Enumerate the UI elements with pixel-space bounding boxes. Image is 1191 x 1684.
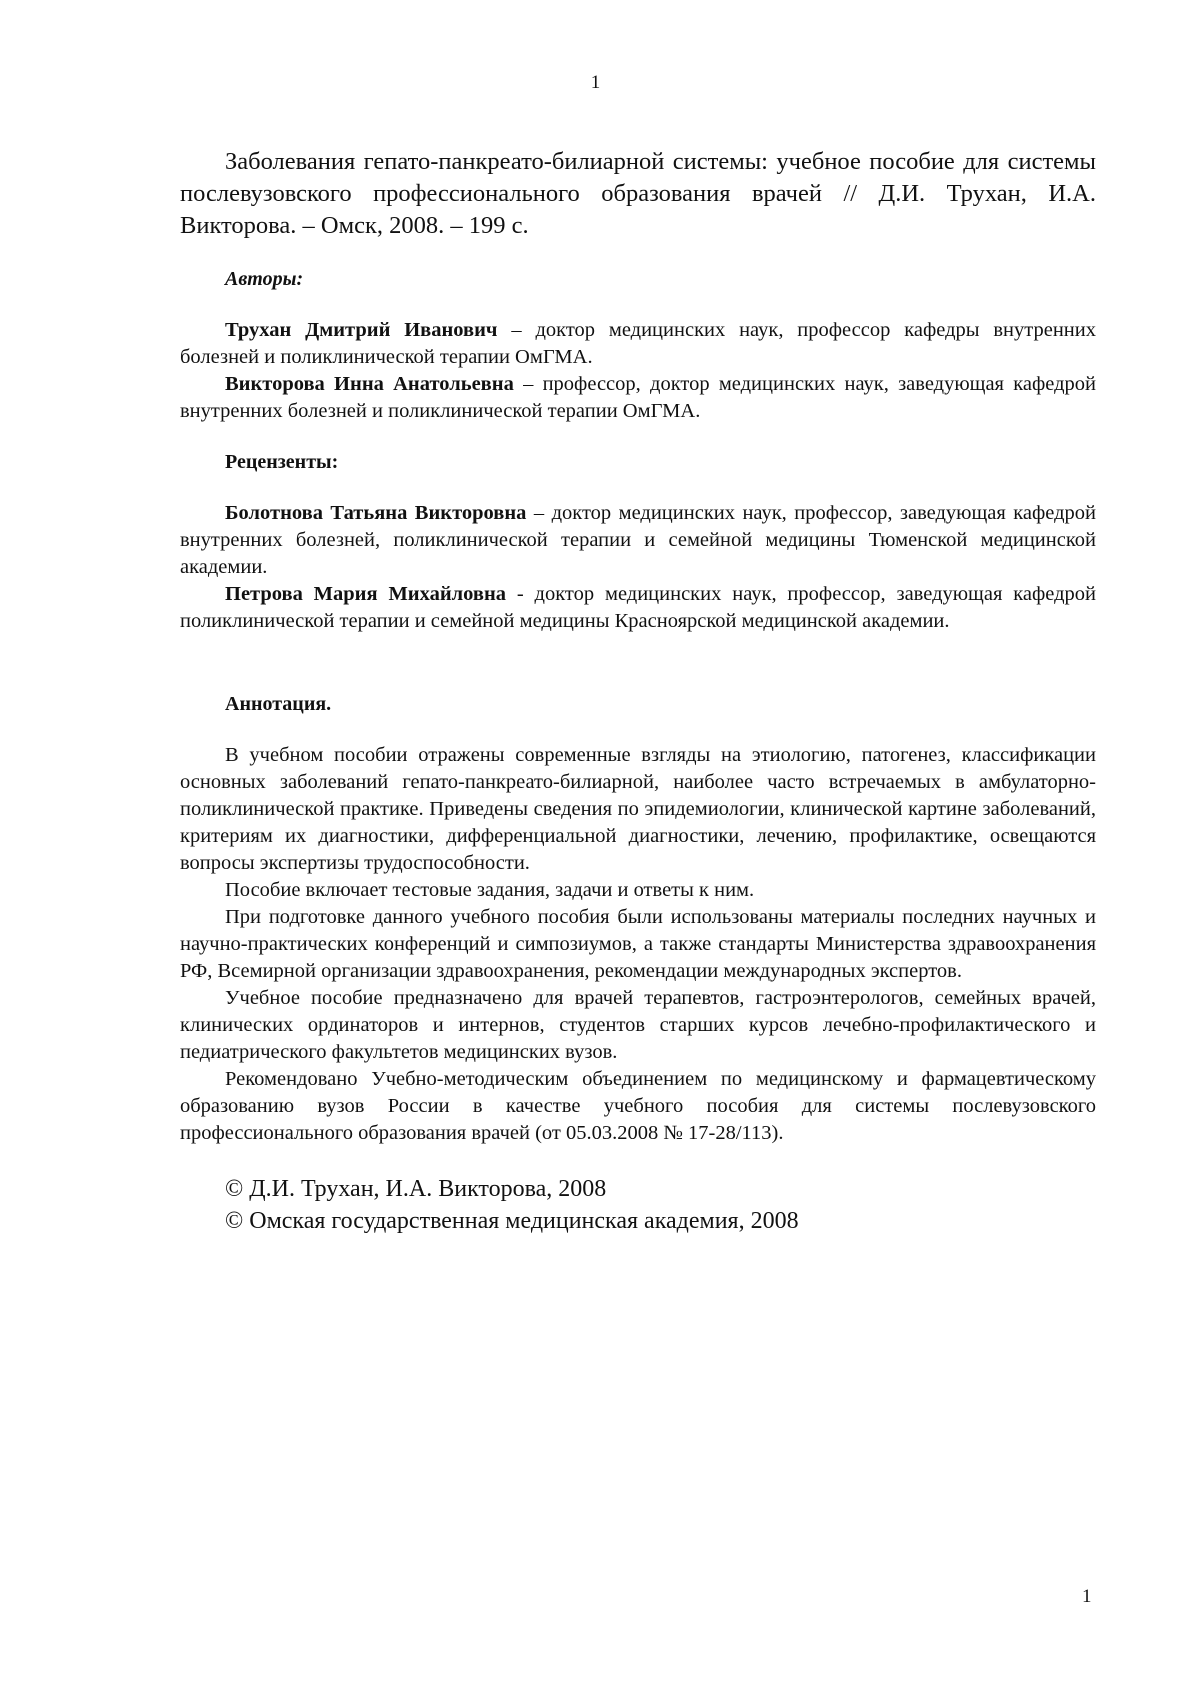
annotation-paragraph: При подготовке данного учебного пособия были использованы материалы последних научных и научно-практических конференций и симпозиумов, а также стандарты Министерства здравоохранения РФ, Всемирной организации здравоохранения, рекомендации международных экспертов. bbox=[180, 906, 1096, 982]
page-number-top: 1 bbox=[590, 72, 601, 93]
bibliographic-title: Заболевания гепато-панкреато-билиарной системы: учебное пособие для системы послевузовского профессионального образования врачей // Д.И. Трухан, И.А. Викторова. – Омск, 2008. – 199 с. bbox=[180, 148, 1096, 239]
authors-list bbox=[180, 317, 1096, 425]
copyright-block bbox=[180, 1173, 1096, 1237]
reviewers-heading: Рецензенты: bbox=[225, 451, 339, 473]
author-name: Викторова Инна Анатольевна bbox=[225, 373, 514, 395]
reviewer-entry bbox=[180, 500, 1096, 581]
author-description: – профессор, доктор медицинских наук, заведующая кафедрой внутренних болезней и поликлинической терапии ОмГМА. bbox=[180, 373, 1096, 422]
author-name: Трухан Дмитрий Иванович bbox=[225, 319, 498, 341]
author-description: – доктор медицинских наук, профессор кафедры внутренних болезней и поликлинической терапии ОмГМА. bbox=[180, 319, 1096, 368]
reviewer-description: – доктор медицинских наук, профессор, заведующая кафедрой внутренних болезней, поликлинической терапии и семейной медицины Тюменской медицинской академии. bbox=[180, 502, 1097, 578]
author-entry bbox=[180, 371, 1096, 425]
reviewers-list bbox=[180, 500, 1096, 635]
reviewer-name: Петрова Мария Михайловна bbox=[225, 583, 507, 605]
annotation-paragraph: В учебном пособии отражены современные взгляды на этиологию, патогенез, классификации основных заболеваний гепато-панкреато-билиарной, наиболее часто встречаемых в амбулаторно-поликлинической практике. Приведены сведения по эпидемиологии, клинической картине заболеваний, критериям их диагностики, дифференциальной диагностики, лечению, профилактике, освещаются вопросы экспертизы трудоспособности. bbox=[180, 744, 1096, 874]
annotation-paragraph: Учебное пособие предназначено для врачей терапевтов, гастроэнтерологов, семейных врачей, клинических ординаторов и интернов, студентов старших курсов лечебно-профилактического и педиатрического факультетов медицинских вузов. bbox=[180, 987, 1096, 1063]
copyright-line: © Д.И. Трухан, И.А. Викторова, 2008 bbox=[225, 1176, 607, 1202]
author-entry bbox=[180, 317, 1096, 371]
reviewer-entry bbox=[180, 581, 1096, 635]
document-body bbox=[180, 146, 1096, 1237]
page-number-bottom: 1 bbox=[1082, 1586, 1092, 1607]
copyright-line: © Омская государственная медицинская академия, 2008 bbox=[225, 1208, 799, 1234]
reviewer-description: - доктор медицинских наук, профессор, заведующая кафедрой поликлинической терапии и семейной медицины Красноярской медицинской академии. bbox=[180, 583, 1096, 632]
annotation-paragraph: Пособие включает тестовые задания, задачи и ответы к ним. bbox=[225, 879, 755, 901]
reviewer-name: Болотнова Татьяна Викторовна bbox=[225, 502, 527, 524]
annotation-heading: Аннотация. bbox=[225, 693, 332, 715]
authors-heading: Авторы: bbox=[225, 268, 304, 290]
annotation-body bbox=[180, 742, 1096, 1147]
annotation-paragraph: Рекомендовано Учебно-методическим объединением по медицинскому и фармацевтическому образованию вузов России в качестве учебного пособия для системы послевузовского профессионального образования врачей (от 05.03.2008 № 17-28/113). bbox=[180, 1068, 1096, 1144]
